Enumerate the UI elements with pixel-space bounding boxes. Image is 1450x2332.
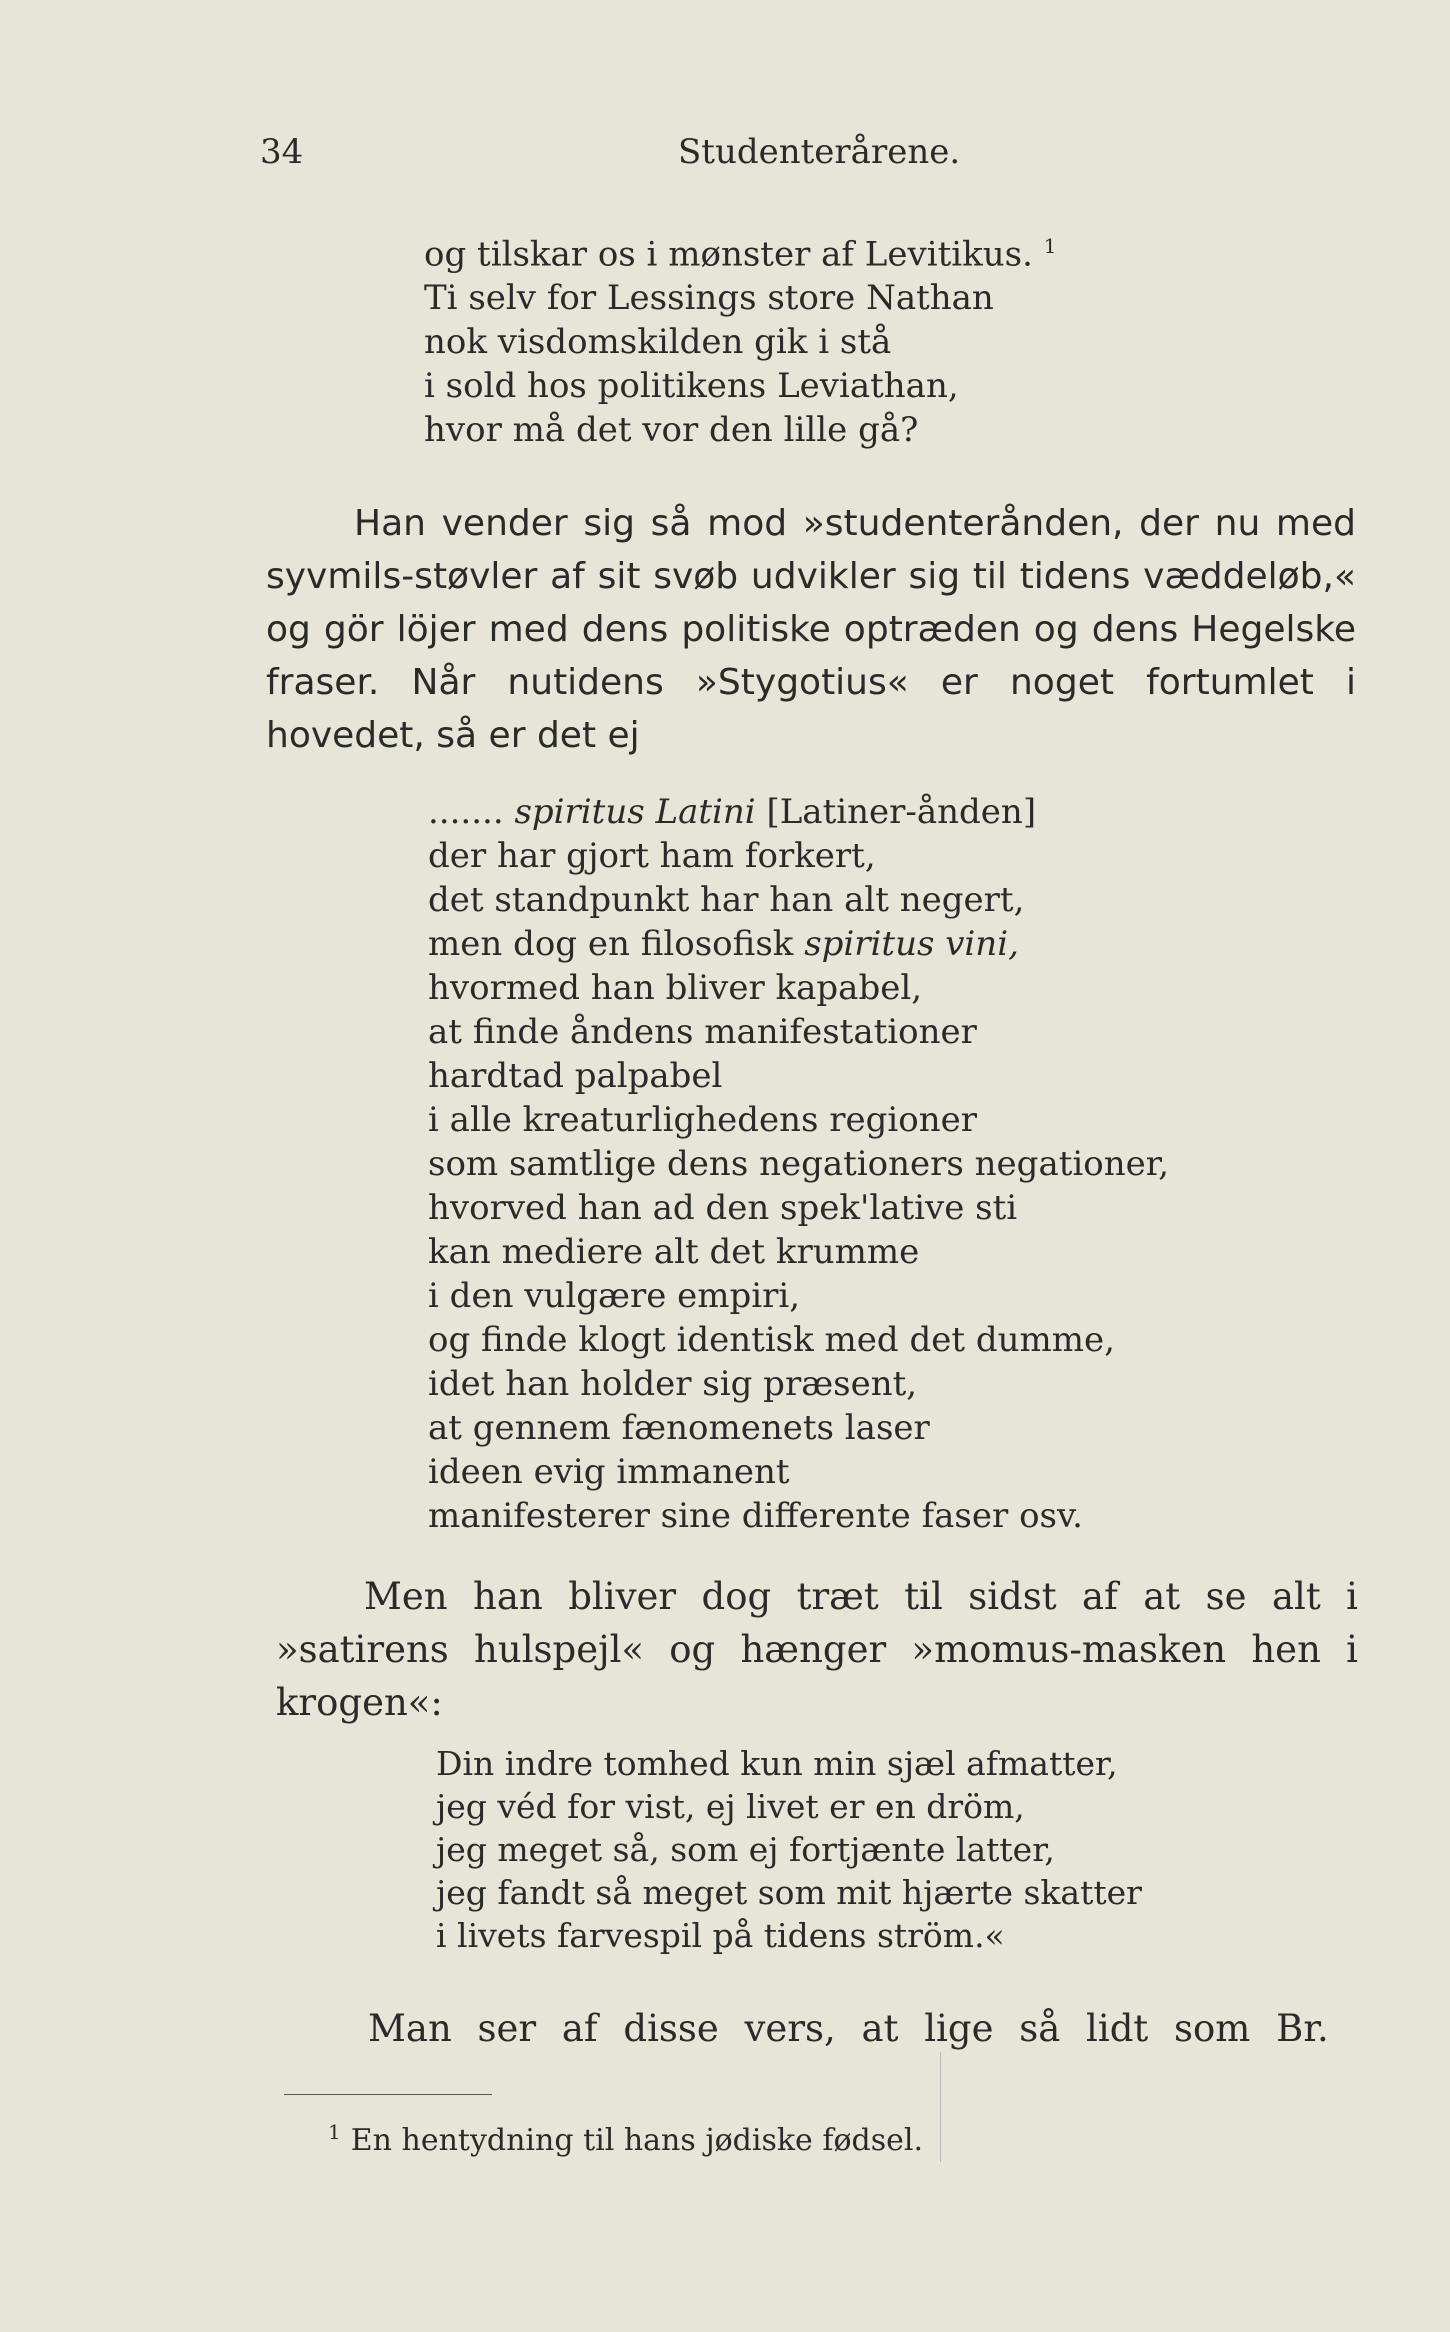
prose-paragraph-1: [266, 497, 1356, 762]
verse-line: jeg meget så, som ej fortjænte latter,: [436, 1830, 1055, 1869]
verse-block-1: [424, 224, 1056, 452]
verse-line: hvormed han bliver kapabel,: [428, 968, 923, 1008]
verse-line: manifesterer sine differente faser osv.: [428, 1496, 1083, 1536]
verse-line: hvor må det vor den lille gå?: [424, 410, 919, 451]
page-header: [0, 132, 1450, 182]
latin-phrase: spiritus Latini: [514, 792, 756, 832]
verse-block-3: [436, 1742, 1142, 1957]
verse-line: nok visdomskilden gik i stå: [424, 322, 892, 363]
running-title: Studenterårene.: [678, 132, 961, 172]
verse-line: jeg véd for vist, ej livet er en dröm,: [436, 1787, 1025, 1826]
footnote-rule: [284, 2094, 492, 2095]
prose-paragraph-3: [368, 2002, 1358, 2055]
verse-line: jeg fandt så meget som mit hjærte skatter: [436, 1873, 1142, 1912]
paragraph-text: Man ser af disse vers, at lige så lidt som Br.: [368, 2007, 1329, 2050]
verse-line: der har gjort ham forkert,: [428, 836, 876, 876]
verse-line: og tilskar os i mønster af Levitikus. $^1$: [424, 234, 1057, 275]
latin-phrase: spiritus vini,: [804, 924, 1019, 964]
page-number: 34: [260, 132, 304, 172]
verse-line: Ti selv for Lessings store Nathan: [424, 278, 994, 319]
scan-artifact-line: [940, 2052, 941, 2162]
verse-line: som samtlige dens negationers negationer,: [428, 1144, 1170, 1184]
verse-line: det standpunkt har han alt negert,: [428, 880, 1025, 920]
footnote-text: En hentydning til hans jødiske fødsel.: [350, 2123, 923, 2158]
verse-line: idet han holder sig præsent,: [428, 1364, 918, 1404]
verse-block-2: [428, 790, 1169, 1538]
verse-line: i sold hos politikens Leviathan,: [424, 366, 959, 407]
verse-line: at gennem fænomenets laser: [428, 1408, 930, 1448]
verse-line: hvorved han ad den spek'lative sti: [428, 1188, 1018, 1228]
prose-paragraph-2: [276, 1570, 1358, 1729]
verse-line: og finde klogt identisk med det dumme,: [428, 1320, 1115, 1360]
verse-line: i livets farvespil på tidens ström.«: [436, 1916, 1005, 1955]
verse-line: i den vulgære empiri,: [428, 1276, 801, 1316]
verse-line: kan mediere alt det krumme: [428, 1232, 920, 1272]
paragraph-text: Han vender sig så mod »studenterånden, der nu med syvmils-støvler af sit svøb udvikler sig til tidens væddeløb,« og gör löjer med dens politiske optræden og dens Hegelske fraser. Når nutidens »Stygotius« er noget fortumlet i hovedet, så er det ej: [266, 503, 1356, 756]
footnote-marker: 1: [328, 2120, 341, 2144]
verse-line: hardtad palpabel: [428, 1056, 723, 1096]
verse-line: men dog en filosofisk spiritus vini,: [428, 924, 1019, 964]
paragraph-text: Men han bliver dog træt til sidst af at se alt i »satirens hulspejl« og hænger »momus-masken hen i krogen«:: [276, 1575, 1358, 1724]
verse-line: ideen evig immanent: [428, 1452, 790, 1492]
verse-line: Din indre tomhed kun min sjæl afmatter,: [436, 1744, 1118, 1783]
footnote: [328, 2120, 923, 2158]
footnote-reference: 1: [1043, 234, 1057, 258]
verse-line: i alle kreaturlighedens regioner: [428, 1100, 978, 1140]
verse-line: ....... spiritus Latini [Latiner-ånden]: [428, 792, 1037, 832]
verse-line: at finde åndens manifestationer: [428, 1012, 977, 1052]
